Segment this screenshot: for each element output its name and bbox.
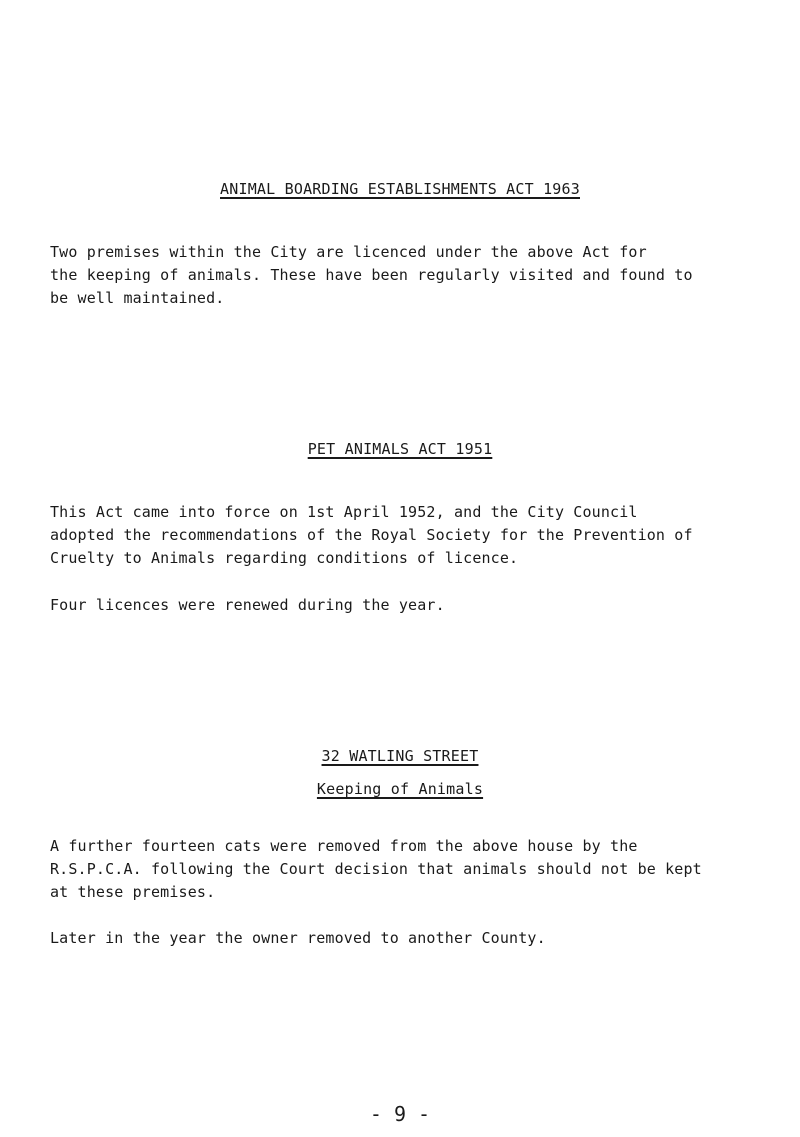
section-heading-watling-street: 32 WATLING STREET bbox=[321, 747, 479, 765]
text-line: at these premises. bbox=[50, 883, 216, 901]
section-subheading-keeping-of-animals: Keeping of Animals bbox=[316, 780, 484, 798]
text-line: A further fourteen cats were removed from the above house by the bbox=[50, 837, 638, 855]
text-line: This Act came into force on 1st April 1952, and the City Council bbox=[50, 503, 638, 521]
paragraph-licences-renewed bbox=[50, 594, 770, 617]
text-line: Cruelty to Animals regarding conditions of licence. bbox=[50, 549, 519, 567]
page-number: - 9 - bbox=[369, 1102, 431, 1126]
text-line: R.S.P.C.A. following the Court decision that animals should not be kept bbox=[50, 860, 702, 878]
text-line: Four licences were renewed during the year. bbox=[50, 596, 445, 614]
paragraph-animal-boarding-premises bbox=[50, 241, 770, 310]
text-line: be well maintained. bbox=[50, 289, 225, 307]
text-line: Two premises within the City are licenced under the above Act for bbox=[50, 243, 647, 261]
section-heading-pet-animals: PET ANIMALS ACT 1951 bbox=[307, 440, 493, 458]
text-line: the keeping of animals. These have been regularly visited and found to bbox=[50, 266, 693, 284]
section-heading-animal-boarding: ANIMAL BOARDING ESTABLISHMENTS ACT 1963 bbox=[220, 180, 580, 198]
text-line: adopted the recommendations of the Royal Society for the Prevention of bbox=[50, 526, 693, 544]
paragraph-pet-animals-act bbox=[50, 501, 770, 570]
text-line: Later in the year the owner removed to another County. bbox=[50, 929, 546, 947]
paragraph-owner-removed bbox=[50, 927, 770, 950]
paragraph-cats-removed bbox=[50, 835, 770, 904]
